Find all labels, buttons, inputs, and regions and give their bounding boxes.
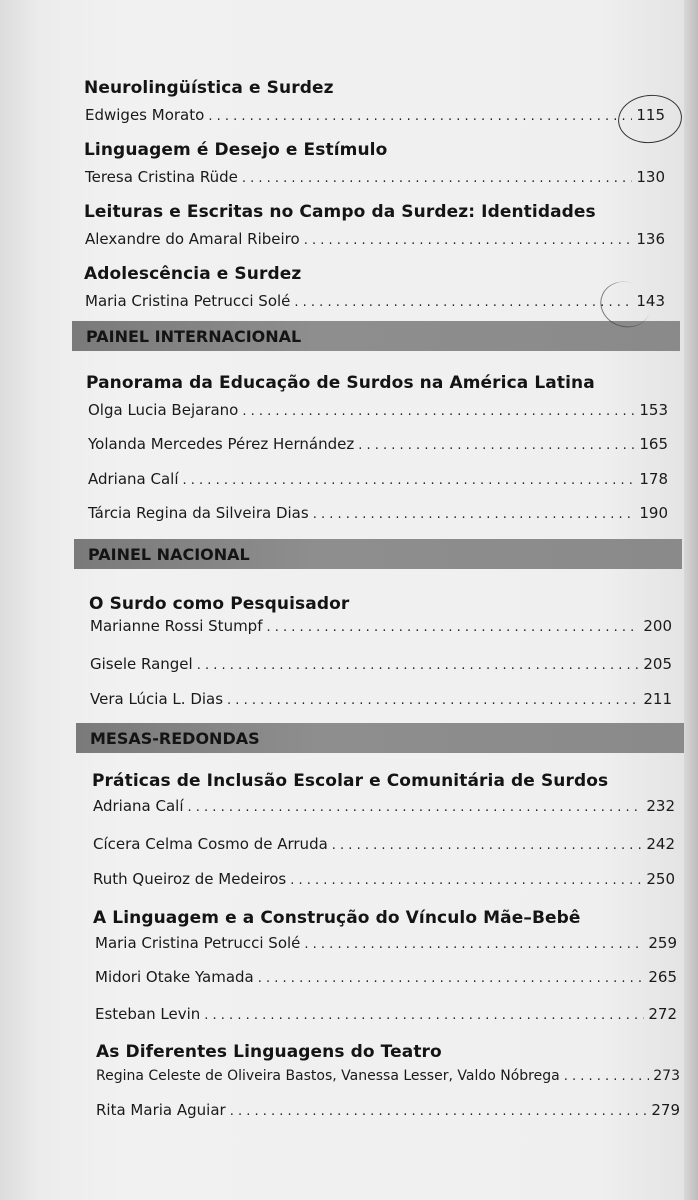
dot-leader	[230, 1104, 648, 1119]
toc-author: Esteban Levin	[95, 1005, 201, 1023]
toc-author: Maria Cristina Petrucci Solé	[85, 292, 291, 310]
toc-entry	[95, 968, 677, 986]
toc-page-number: 279	[651, 1101, 680, 1119]
dot-leader	[267, 620, 640, 635]
toc-page-number: 130	[636, 168, 665, 186]
toc-page-number: 232	[646, 797, 675, 815]
toc-page-number: 211	[643, 690, 672, 708]
toc-page-number: 190	[639, 504, 668, 522]
toc-page-number: 259	[648, 934, 677, 952]
toc-page-number: 153	[639, 401, 668, 419]
dot-leader	[242, 404, 635, 419]
toc-page-number: 200	[643, 617, 672, 635]
toc-title: As Diferentes Linguagens do Teatro	[96, 1042, 442, 1062]
toc-entry	[90, 617, 672, 635]
section-header: PAINEL NACIONAL	[74, 539, 682, 569]
dot-leader	[258, 971, 645, 986]
toc-entry	[96, 1068, 680, 1084]
dot-leader	[208, 109, 632, 124]
toc-author: Gisele Rangel	[90, 655, 193, 673]
toc-page-number: 205	[643, 655, 672, 673]
toc-author: Ruth Queiroz de Medeiros	[93, 870, 287, 888]
toc-entry	[93, 870, 675, 888]
toc-author: Regina Celeste de Oliveira Bastos, Vanessa Lesser, Valdo Nóbrega	[96, 1068, 560, 1084]
toc-entry	[88, 504, 668, 522]
pen-circle-mark	[616, 92, 685, 146]
toc-page-number: 265	[648, 968, 677, 986]
dot-leader	[204, 1008, 644, 1023]
toc-entry	[85, 230, 665, 248]
toc-title: Linguagem é Desejo e Estímulo	[84, 140, 388, 160]
toc-entry	[90, 655, 672, 673]
toc-author: Edwiges Morato	[85, 106, 205, 124]
toc-entry	[88, 470, 668, 488]
toc-page-number: 115	[636, 106, 665, 124]
dot-leader	[188, 800, 643, 815]
toc-author: Olga Lucia Bejarano	[88, 401, 239, 419]
toc-entry	[88, 435, 668, 453]
toc-entry	[88, 401, 668, 419]
toc-author: Tárcia Regina da Silveira Dias	[88, 504, 309, 522]
toc-entry	[85, 168, 665, 186]
toc-title: A Linguagem e a Construção do Vínculo Mãe–Bebê	[93, 908, 581, 928]
toc-author: Cícera Celma Cosmo de Arruda	[93, 835, 328, 853]
section-header: MESAS-REDONDAS	[76, 723, 684, 753]
toc-entry	[85, 292, 665, 310]
toc-page-number: 272	[648, 1005, 677, 1023]
toc-page-number: 143	[636, 292, 665, 310]
toc-entry	[96, 1101, 680, 1119]
toc-entry	[93, 797, 675, 815]
dot-leader	[183, 473, 636, 488]
dot-leader	[304, 937, 644, 952]
dot-leader	[227, 693, 639, 708]
toc-author: Adriana Calí	[88, 470, 179, 488]
toc-title: Práticas de Inclusão Escolar e Comunitária de Surdos	[92, 771, 609, 791]
toc-author: Maria Cristina Petrucci Solé	[95, 934, 301, 952]
toc-author: Vera Lúcia L. Dias	[90, 690, 224, 708]
toc-page-number: 273	[653, 1068, 680, 1084]
toc-author: Teresa Cristina Rüde	[85, 168, 238, 186]
toc-author: Rita Maria Aguiar	[96, 1101, 226, 1119]
dot-leader	[332, 838, 643, 853]
toc-entry	[85, 106, 665, 124]
toc-entry	[95, 1005, 677, 1023]
toc-page-number: 242	[646, 835, 675, 853]
toc-title: Leituras e Escritas no Campo da Surdez: Identidades	[84, 202, 596, 222]
toc-author: Midori Otake Yamada	[95, 968, 254, 986]
toc-author: Alexandre do Amaral Ribeiro	[85, 230, 300, 248]
dot-leader	[304, 233, 633, 248]
dot-leader	[197, 658, 640, 673]
toc-author: Yolanda Mercedes Pérez Hernández	[88, 435, 355, 453]
toc-title: Adolescência e Surdez	[84, 264, 302, 284]
dot-leader	[564, 1069, 650, 1084]
toc-title: Panorama da Educação de Surdos na América Latina	[86, 373, 595, 393]
toc-author: Marianne Rossi Stumpf	[90, 617, 263, 635]
dot-leader	[242, 171, 633, 186]
section-header: PAINEL INTERNACIONAL	[72, 321, 680, 351]
toc-page-number: 136	[636, 230, 665, 248]
toc-page-number: 250	[646, 870, 675, 888]
dot-leader	[313, 507, 636, 522]
dot-leader	[290, 873, 642, 888]
toc-page-number: 165	[639, 435, 668, 453]
dot-leader	[358, 438, 635, 453]
toc-title: O Surdo como Pesquisador	[89, 594, 350, 614]
toc-entry	[95, 934, 677, 952]
toc-page-number: 178	[639, 470, 668, 488]
toc-entry	[90, 690, 672, 708]
toc-author: Adriana Calí	[93, 797, 184, 815]
toc-entry	[93, 835, 675, 853]
toc-title: Neurolingüística e Surdez	[84, 78, 334, 98]
dot-leader	[294, 295, 632, 310]
